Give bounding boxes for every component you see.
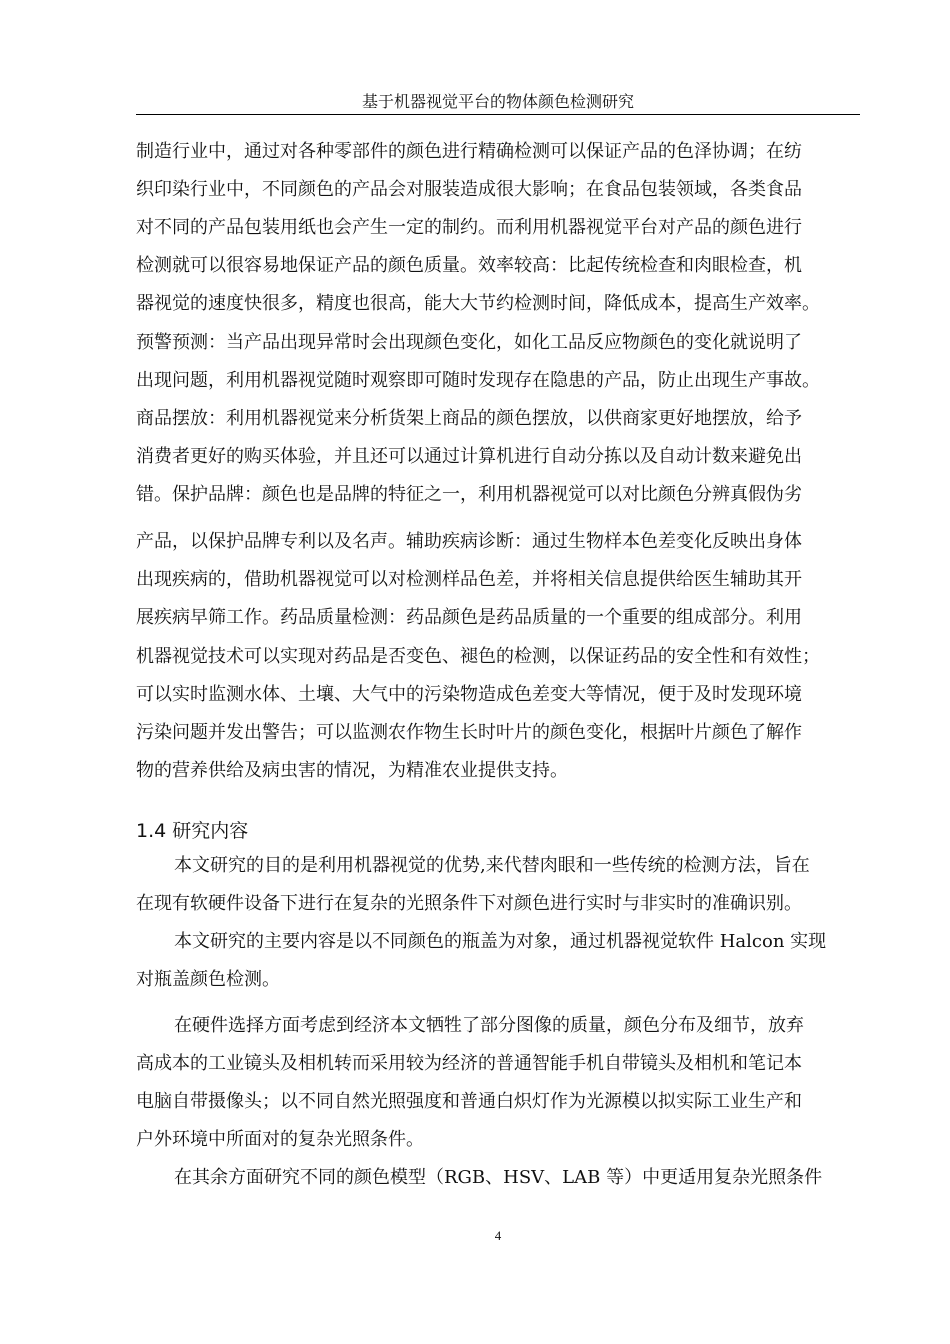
text-line: 机器视觉技术可以实现对药品是否变色、褪色的检测，以保证药品的安全性和有效性； [136, 646, 820, 667]
text-line: 对瓶盖颜色检测。 [136, 969, 280, 990]
text-line: 商品摆放：利用机器视觉来分析货架上商品的颜色摆放，以供商家更好地摆放，给予 [136, 408, 802, 429]
text-line: 预警预测：当产品出现异常时会出现颜色变化，如化工品反应物颜色的变化就说明了 [136, 332, 802, 353]
text-line: 户外环境中所面对的复杂光照条件。 [136, 1129, 424, 1150]
text-line: 展疾病早筛工作。药品质量检测：药品颜色是药品质量的一个重要的组成部分。利用 [136, 607, 802, 628]
text-line: 可以实时监测水体、土壤、大气中的污染物造成色差变大等情况，便于及时发现环境 [136, 684, 802, 705]
text-line: 在现有软硬件设备下进行在复杂的光照条件下对颜色进行实时与非实时的准确识别。 [136, 893, 802, 914]
text-line: 物的营养供给及病虫害的情况，为精准农业提供支持。 [136, 760, 568, 781]
text-line: 器视觉的速度快很多，精度也很高，能大大节约检测时间，降低成本，提高生产效率。 [136, 293, 820, 314]
text-line: 在其余方面研究不同的颜色模型（RGB、HSV、LAB 等）中更适用复杂光照条件 [174, 1167, 823, 1188]
text-line: 错。保护品牌：颜色也是品牌的特征之一，利用机器视觉可以对比颜色分辨真假伪劣 [136, 484, 802, 505]
text-line: 制造行业中，通过对各种零部件的颜色进行精确检测可以保证产品的色泽协调；在纺 [136, 141, 802, 162]
text-line: 检测就可以很容易地保证产品的颜色质量。效率较高：比起传统检查和肉眼检查，机 [136, 255, 802, 276]
page-number: 4 [494, 1228, 502, 1243]
section-heading: 1.4 研究内容 [136, 820, 249, 842]
text-line: 产品，以保护品牌专利以及名声。辅助疾病诊断：通过生物样本色差变化反映出身体 [136, 531, 802, 552]
text-line: 高成本的工业镜头及相机转而采用较为经济的普通智能手机自带镜头及相机和笔记本 [136, 1053, 802, 1074]
text-line: 织印染行业中，不同颜色的产品会对服装造成很大影响；在食品包装领域，各类食品 [136, 179, 802, 200]
text-line: 消费者更好的购买体验，并且还可以通过计算机进行自动分拣以及自动计数来避免出 [136, 446, 802, 467]
text-line: 出现问题，利用机器视觉随时观察即可随时发现存在隐患的产品，防止出现生产事故。 [136, 370, 820, 391]
text-line: 电脑自带摄像头；以不同自然光照强度和普通白炽灯作为光源模以拟实际工业生产和 [136, 1091, 802, 1112]
header-rule [136, 114, 860, 115]
text-line: 本文研究的主要内容是以不同颜色的瓶盖为对象，通过机器视觉软件 Halcon 实现 [174, 931, 827, 952]
text-line: 对不同的产品包装用纸也会产生一定的制约。而利用机器视觉平台对产品的颜色进行 [136, 217, 802, 238]
running-header: 基于机器视觉平台的物体颜色检测研究 [361, 92, 634, 111]
text-line: 本文研究的目的是利用机器视觉的优势,来代替肉眼和一些传统的检测方法，旨在 [174, 855, 810, 876]
text-line: 出现疾病的，借助机器视觉可以对检测样品色差，并将相关信息提供给医生辅助其开 [136, 569, 802, 590]
text-line: 污染问题并发出警告；可以监测农作物生长时叶片的颜色变化，根据叶片颜色了解作 [136, 722, 802, 743]
text-line: 在硬件选择方面考虑到经济本文牺牲了部分图像的质量，颜色分布及细节，放弃 [174, 1015, 804, 1036]
